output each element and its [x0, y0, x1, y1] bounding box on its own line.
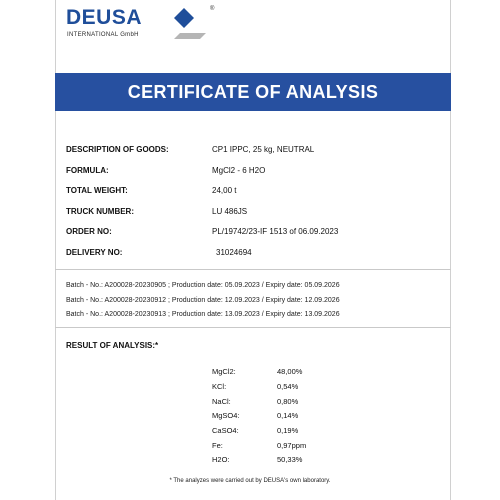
result-value: 0,14%: [277, 411, 299, 420]
logo-subtitle: INTERNATIONAL GmbH: [67, 32, 139, 38]
result-row: [212, 367, 352, 379]
result-value: 48,00%: [277, 367, 303, 376]
info-value: MgCl2 - 6 H2O: [212, 166, 266, 175]
registered-mark: ®: [210, 6, 215, 12]
info-value: LU 486JS: [212, 207, 248, 216]
info-label: FORMULA:: [66, 166, 109, 175]
result-name: KCl:: [212, 382, 227, 391]
result-value: 50,33%: [277, 455, 303, 464]
result-row: [212, 382, 352, 394]
info-value: 24,00 t: [212, 186, 237, 195]
result-name: MgCl2:: [212, 367, 236, 376]
result-name: MgSO4:: [212, 411, 240, 420]
company-logo: [66, 6, 216, 46]
batch-line: Batch - No.: A200028-20230913 ; Production date: 13.09.2023 / Expiry date: 13.09.2026: [66, 311, 340, 318]
info-label: DESCRIPTION OF GOODS:: [66, 145, 169, 154]
logo-wordmark: DEUSA: [66, 6, 143, 29]
certificate-title: CERTIFICATE OF ANALYSIS: [55, 73, 451, 111]
section-divider: [55, 269, 451, 270]
section-divider: [55, 327, 451, 328]
diamond-logo-icon: [170, 6, 210, 40]
info-label: ORDER NO:: [66, 227, 112, 236]
result-row: [212, 441, 352, 453]
result-row: [212, 455, 352, 467]
results-title: RESULT OF ANALYSIS:*: [66, 341, 159, 350]
result-value: 0,80%: [277, 397, 299, 406]
info-label: TRUCK NUMBER:: [66, 207, 134, 216]
result-value: 0,97ppm: [277, 441, 307, 450]
info-label: TOTAL WEIGHT:: [66, 186, 128, 195]
info-value: PL/19742/23-IF 1513 of 06.09.2023: [212, 227, 339, 236]
result-value: 0,54%: [277, 382, 299, 391]
batch-line: Batch - No.: A200028-20230905 ; Production date: 05.09.2023 / Expiry date: 05.09.2026: [66, 282, 340, 289]
info-label: DELIVERY NO:: [66, 248, 123, 257]
info-value: CP1 IPPC, 25 kg, NEUTRAL: [212, 145, 315, 154]
result-name: H2O:: [212, 455, 230, 464]
result-row: [212, 397, 352, 409]
result-value: 0,19%: [277, 426, 299, 435]
info-value: 31024694: [216, 248, 252, 257]
footnote: * The analyzes were carried out by DEUSA's own laboratory.: [169, 478, 331, 484]
result-name: Fe:: [212, 441, 223, 450]
result-name: NaCl:: [212, 397, 231, 406]
batch-line: Batch - No.: A200028-20230912 ; Production date: 12.09.2023 / Expiry date: 12.09.2026: [66, 297, 340, 304]
result-row: [212, 426, 352, 438]
result-name: CaSO4:: [212, 426, 239, 435]
result-row: [212, 411, 352, 423]
